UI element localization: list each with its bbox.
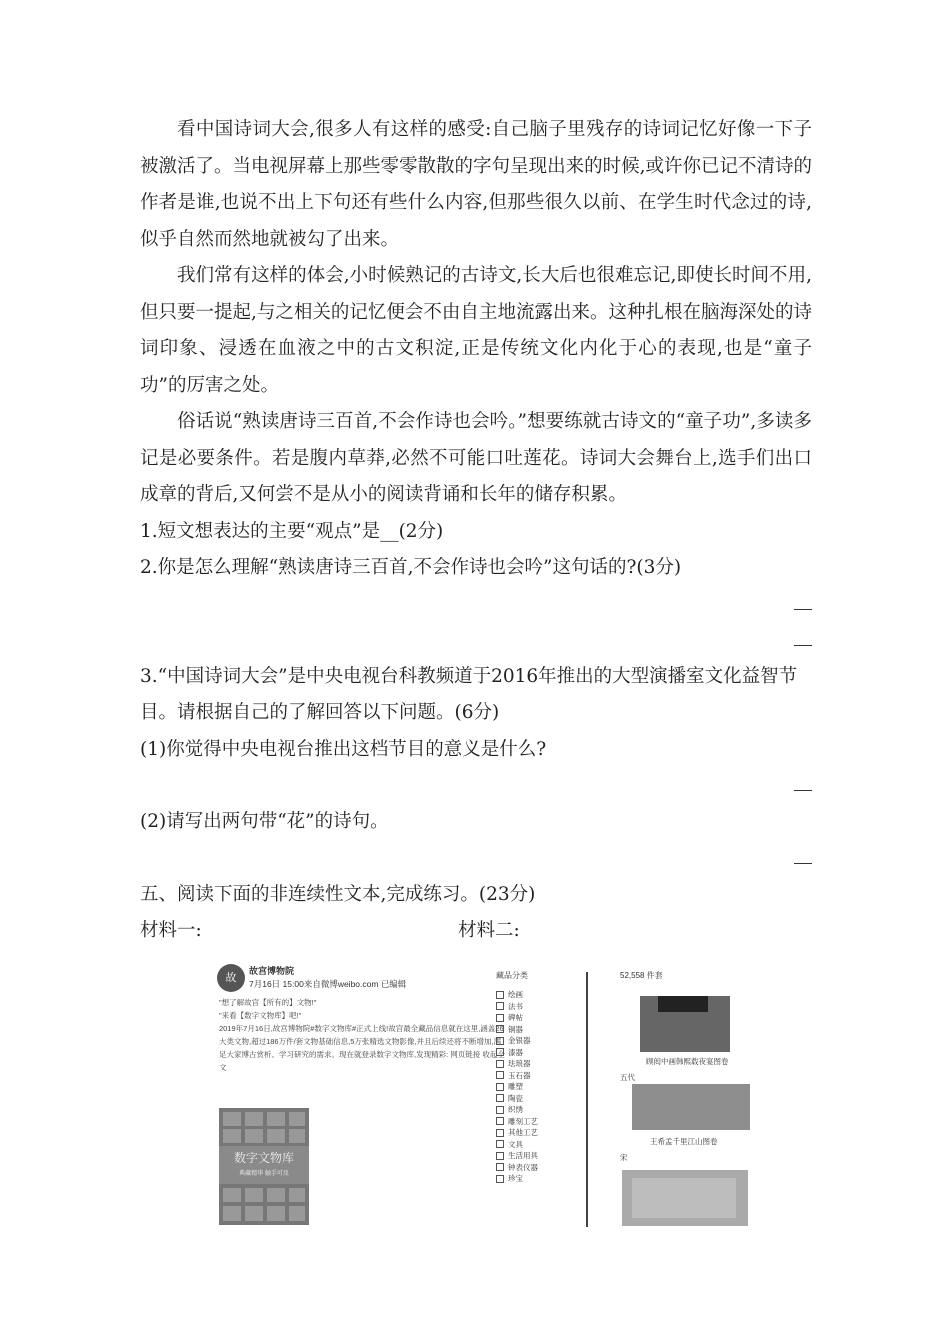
painting-thumbnail [640,996,730,1052]
era-label: 五代 [620,1073,635,1082]
material-labels [140,913,812,949]
weibo-post-image [217,960,509,1225]
checkbox-icon [496,1071,504,1079]
checkbox-icon [496,1002,504,1010]
weibo-line: "想了解故宫【所有的】文物!" [219,998,317,1007]
checkbox-icon [496,1083,504,1091]
checkbox-icon [496,1025,504,1033]
artifact-gallery [620,970,760,1230]
weibo-line: 2019年7月16日,故宫博物院#数字文物库#正式上线!故宫最全藏品信息就在这里,涵盖26大类文物,超过186万件/套文物基础信息,5万张精选文物影像,并且后续还将不断增加,满足大家博古赏析、学习研究的需求。现在就登录数字文物库,发现精彩: 网页链接 收起全文 [219,1024,505,1072]
category-item: 珐琅器 [496,1058,576,1070]
category-item: 铜器 [496,1024,576,1036]
weibo-account-name: 故宫博物院 [249,966,295,976]
collection-category-list [496,970,576,1225]
weibo-line: "来看【数字文物库】吧!" [219,1011,302,1020]
checkbox-icon [496,1117,504,1125]
calligraphy-thumbnail [622,1170,748,1226]
question-3-1: (1)你觉得中央电视台推出这档节目的意义是什么? [140,738,547,760]
painting-caption: 王希孟千里江山图卷 [650,1137,718,1146]
checkbox-icon [496,1014,504,1022]
category-item: 文具 [496,1139,576,1151]
category-item: 钟表仪器 [496,1162,576,1174]
question-3-2: (2)请写出两句带“花”的诗句。 [140,811,389,832]
category-item: 雕塑 [496,1081,576,1093]
artifact-count: 52,558 件套 [620,971,663,980]
divider [586,972,588,1227]
checkbox-icon [496,1106,504,1114]
category-item: 雕刻工艺 [496,1116,576,1128]
answer-line [140,768,812,804]
checkbox-icon [496,1163,504,1171]
category-title: 藏品分类 [496,971,528,980]
category-item: 其他工艺 [496,1127,576,1139]
passage-paragraph-2: 我们常有这样的体会,小时候熟记的古诗文,长大后也很难忘记,即使长时间不用,但只要一提起,与之相关的记忆便会不由自主地流露出来。这种扎根在脑海深处的诗词印象、浸透在血液之中的古文积淀,正是传统文化内化于心的表现,也是“童子功”的厉害之处。 [140,265,812,396]
collage-banner-subtitle: 典藏精华 触手可及 [239,1171,289,1177]
checkbox-icon [496,1175,504,1183]
collage-banner-title: 数字文物库 [233,1151,294,1165]
checkbox-icon [496,1060,504,1068]
checkbox-icon [496,1094,504,1102]
answer-line [140,841,812,877]
category-item: 碑帖 [496,1012,576,1024]
category-item: 漆器 [496,1047,576,1059]
material-2-label: 材料二: [458,920,520,941]
weibo-post-time: 7月16日 15:00来自微博weibo.com 已编辑 [249,979,407,989]
checkbox-icon [496,1037,504,1045]
artifact-collage-image [219,1108,309,1225]
category-item: 珍宝 [496,1173,576,1185]
category-item: 金银器 [496,1035,576,1047]
category-item: 法书 [496,1001,576,1013]
checkbox-icon [496,1152,504,1160]
question-1: 1.短文想表达的主要“观点”是__(2分) [140,520,444,542]
painting-caption: 顾闳中画韩熙载夜宴图卷 [646,1057,729,1066]
worksheet-page [140,112,812,949]
checkbox-icon [496,1140,504,1148]
category-item: 玉石器 [496,1070,576,1082]
material-1-label: 材料一: [140,920,202,941]
answer-line [140,623,812,659]
weibo-post-text [219,996,505,1074]
answer-line [140,587,812,623]
section-5-heading: 五、阅读下面的非连续性文本,完成练习。(23分) [140,883,536,905]
category-item: 绘画 [496,989,576,1001]
passage-paragraph-1: 看中国诗词大会,很多人有这样的感受:自己脑子里残存的诗词记忆好像一下子被激活了。当电视屏幕上那些零零散散的字句呈现出来的时候,或许你已记不清诗的作者是谁,也说不出上下句还有些什么内容,但那些很久以前、在学生时代念过的诗,似乎自然而然地就被勾了出来。 [140,119,812,250]
category-item: 陶瓷 [496,1093,576,1105]
avatar: 故 [217,964,245,992]
checkbox-icon [496,1129,504,1137]
collage-banner [219,1146,309,1184]
category-item: 生活用具 [496,1150,576,1162]
passage-paragraph-3: 俗话说“熟读唐诗三百首,不会作诗也会吟。”想要练就古诗文的“童子功”,多读多记是必要条件。若是腹内草莽,必然不可能口吐莲花。诗词大会舞台上,选手们出口成章的背后,又何尝不是从小的阅读背诵和长年的储存积累。 [140,411,812,505]
era-label: 宋 [620,1153,628,1162]
checkbox-icon [496,1048,504,1056]
question-2: 2.你是怎么理解“熟读唐诗三百首,不会作诗也会吟”这句话的?(3分) [140,557,682,578]
checkbox-icon [496,991,504,999]
painting-thumbnail [632,1084,750,1130]
question-3: 3.“中国诗词大会”是中央电视台科教频道于2016年推出的大型演播室文化益智节目。请根据自己的了解回答以下问题。(6分) [140,665,798,723]
category-item: 织绣 [496,1104,576,1116]
